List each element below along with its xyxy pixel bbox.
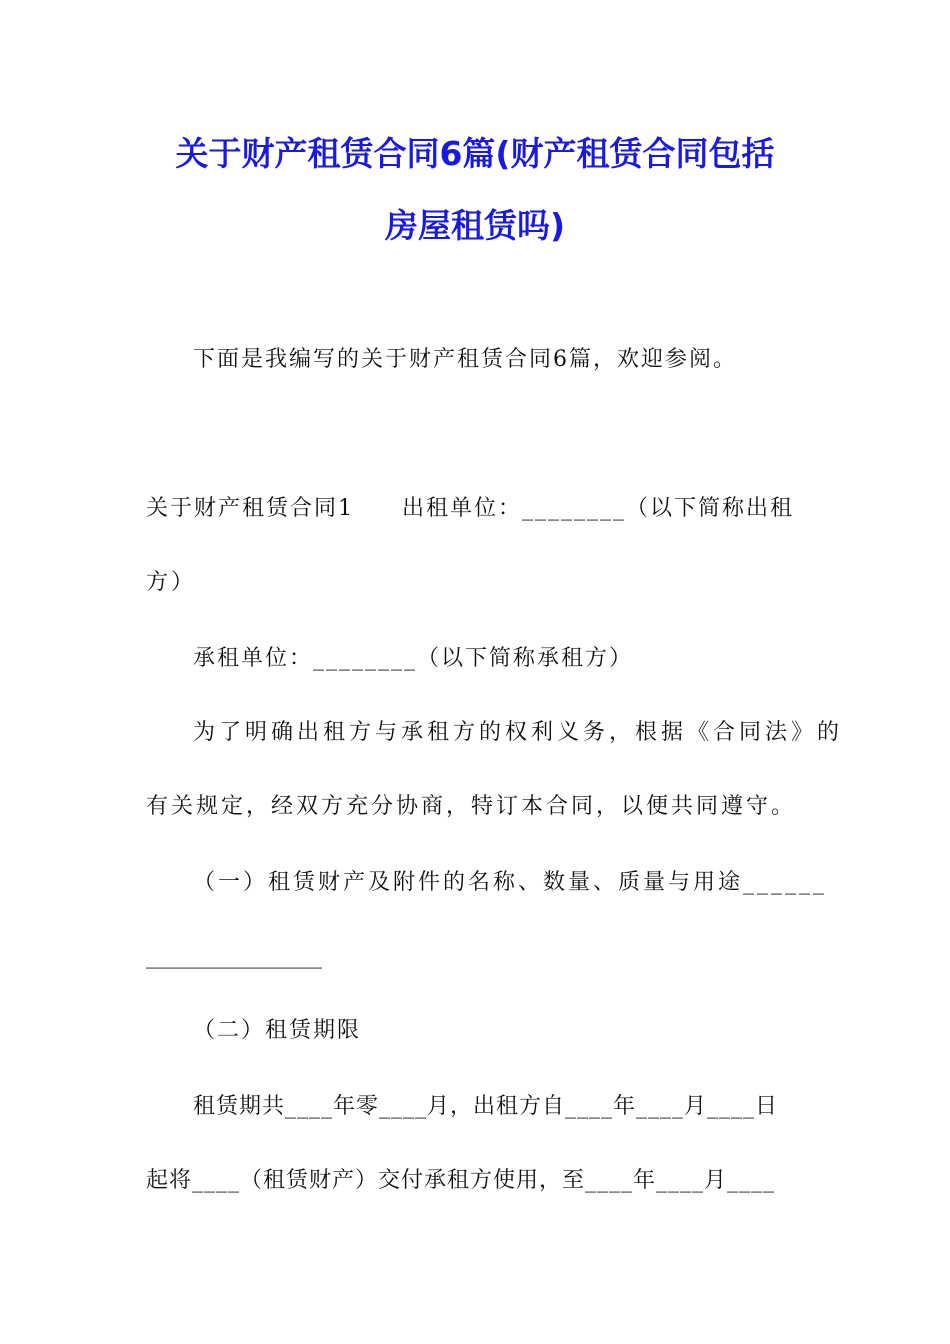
clause-2-heading: （二）租赁期限 xyxy=(193,1018,362,1043)
contract-1-heading-continuation: 方） xyxy=(146,570,197,595)
contract-1-heading-line: 关于财产租赁合同1 出租单位：________（以下简称出租 xyxy=(146,496,794,521)
lessee-line: 承租单位：________（以下简称承租方） xyxy=(193,646,634,671)
document-title-line-2: 房屋租赁吗) xyxy=(384,206,566,245)
purpose-paragraph-line-2: 有关规定，经双方充分协商，特订本合同，以便共同遵守。 xyxy=(146,794,797,819)
document-title-line-1: 关于财产租赁合同6篇(财产租赁合同包括 xyxy=(175,134,775,173)
clause-2-line-2: 起将____（租赁财产）交付承租方使用，至____年____月____ xyxy=(146,1168,776,1193)
purpose-paragraph-line-1: 为了明确出租方与承租方的权利义务，根据《合同法》的 xyxy=(193,720,844,745)
clause-1-line-2: ________________ xyxy=(146,944,322,969)
clause-2-line-1: 租赁期共____年零____月，出租方自____年____月____日 xyxy=(193,1094,779,1119)
intro-paragraph: 下面是我编写的关于财产租赁合同6篇，欢迎参阅。 xyxy=(193,347,737,372)
clause-1-line-1: （一）租赁财产及附件的名称、数量、质量与用途______ xyxy=(193,870,828,895)
